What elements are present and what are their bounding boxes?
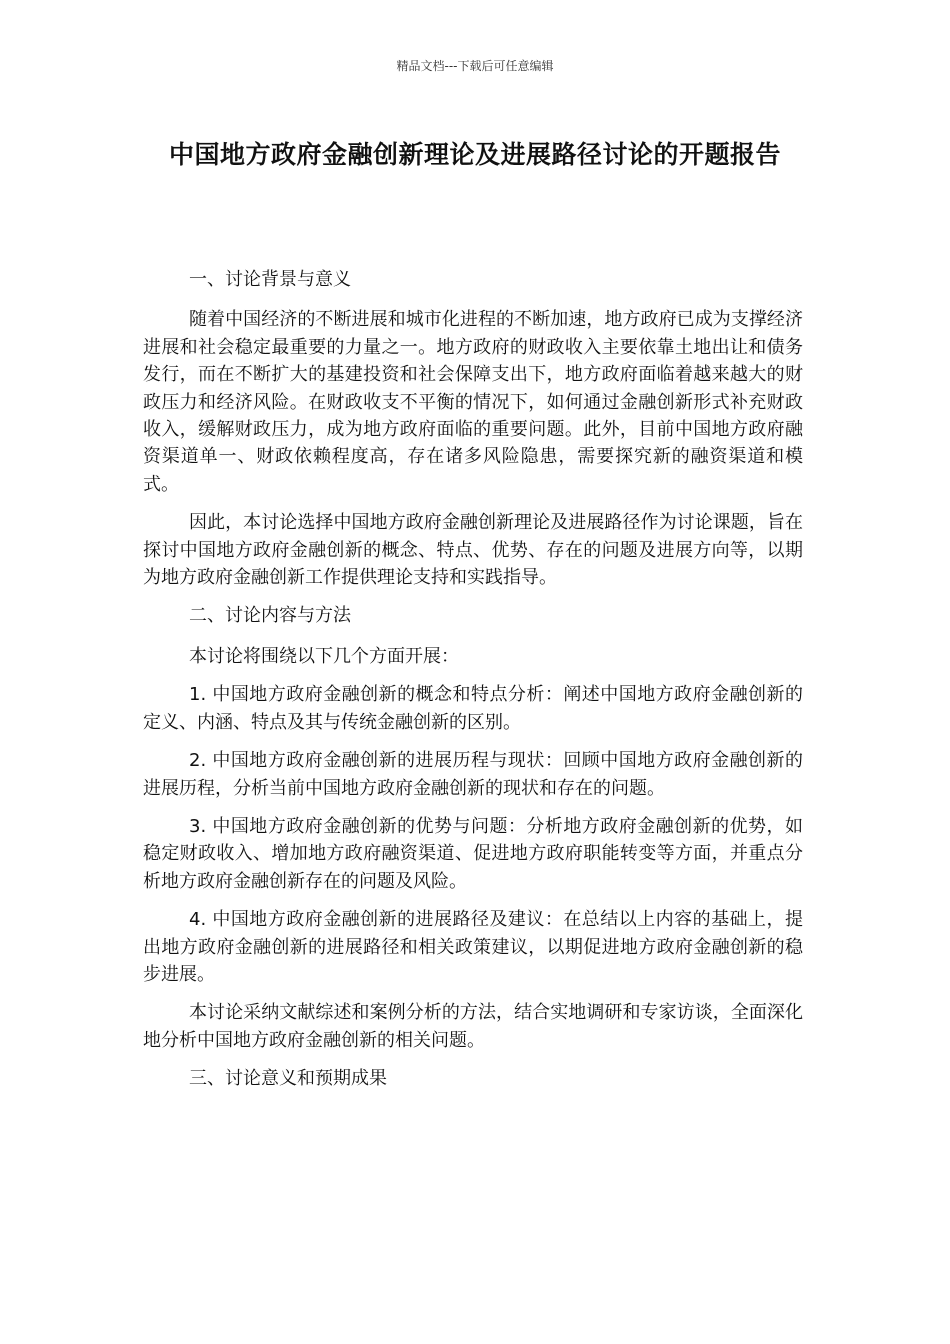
body-paragraph: 因此，本讨论选择中国地方政府金融创新理论及进展路径作为讨论课题，旨在探讨中国地方政府金融创新的概念、特点、优势、存在的问题及进展方向等，以期为地方政府金融创新工作提供理论支持和实践指导。 xyxy=(143,512,803,589)
list-item: 4. 中国地方政府金融创新的进展路径及建议：在总结以上内容的基础上，提出地方政府金融创新的进展路径和相关政策建议，以期促进地方政府金融创新的稳步进展。 xyxy=(143,909,803,985)
section-heading: 二、讨论内容与方法 xyxy=(189,605,351,627)
list-item: 1. 中国地方政府金融创新的概念和特点分析：阐述中国地方政府金融创新的定义、内涵、特点及其与传统金融创新的区别。 xyxy=(143,684,803,733)
body-paragraph: 本讨论将围绕以下几个方面开展： xyxy=(189,645,459,667)
body-paragraph: 随着中国经济的不断进展和城市化进程的不断加速，地方政府已成为支撑经济进展和社会稳定最重要的力量之一。地方政府的财政收入主要依靠土地出让和债务发行，而在不断扩大的基建投资和社会保障支出下，地方政府面临着越来越大的财政压力和经济风险。在财政收支不平衡的情况下，如何通过金融创新形式补充财政收入，缓解财政压力，成为地方政府面临的重要问题。此外，目前中国地方政府融资渠道单一、财政依赖程度高，存在诸多风险隐患，需要探究新的融资渠道和模式。 xyxy=(143,309,803,495)
section-heading: 一、讨论背景与意义 xyxy=(189,269,351,290)
list-item: 2. 中国地方政府金融创新的进展历程与现状：回顾中国地方政府金融创新的进展历程，分析当前中国地方政府金融创新的现状和存在的问题。 xyxy=(143,750,803,799)
page-header: 精品文档---下载后可任意编辑 xyxy=(396,59,554,73)
body-paragraph: 本讨论采纳文献综述和案例分析的方法，结合实地调研和专家访谈，全面深化地分析中国地方政府金融创新的相关问题。 xyxy=(143,1002,803,1051)
document-title: 中国地方政府金融创新理论及进展路径讨论的开题报告 xyxy=(168,140,781,169)
list-item: 3. 中国地方政府金融创新的优势与问题：分析地方政府金融创新的优势，如稳定财政收入、增加地方政府融资渠道、促进地方政府职能转变等方面，并重点分析地方政府金融创新存在的问题及风险。 xyxy=(143,815,803,892)
document-body xyxy=(143,266,803,1106)
section-heading: 三、讨论意义和预期成果 xyxy=(189,1068,387,1090)
